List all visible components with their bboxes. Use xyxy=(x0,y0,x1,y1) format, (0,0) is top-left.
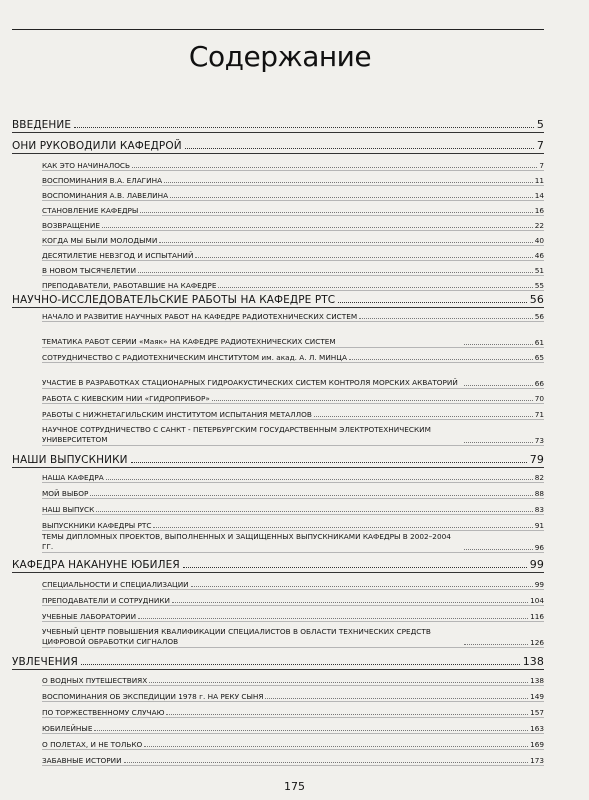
toc-entry[interactable] xyxy=(42,528,544,553)
page-ref: 5 xyxy=(536,118,544,131)
leader-dots xyxy=(138,272,533,273)
leader-dots xyxy=(172,602,528,603)
section-title: ОНИ РУКОВОДИЛИ КАФЕДРОЙ xyxy=(12,140,182,152)
page-ref: 96 xyxy=(534,543,544,552)
toc-section[interactable] xyxy=(12,136,544,152)
toc-entry[interactable] xyxy=(42,405,544,420)
toc-entry[interactable] xyxy=(42,246,544,261)
toc-entry[interactable] xyxy=(42,671,544,686)
entry-title: О ПОЛЕТАХ, И НЕ ТОЛЬКО xyxy=(42,740,143,749)
entry-title: КАК ЭТО НАЧИНАЛОСЬ xyxy=(42,161,131,170)
entry-title: ПО ТОРЖЕСТВЕННОМУ СЛУЧАЮ xyxy=(42,708,165,717)
leader-dots xyxy=(74,127,534,128)
toc-entry[interactable] xyxy=(42,421,544,446)
page-ref: 157 xyxy=(530,708,544,717)
page-ref: 61 xyxy=(534,338,544,347)
toc-entry[interactable] xyxy=(42,468,544,483)
toc-entry[interactable] xyxy=(42,156,544,171)
entry-title: ПРЕПОДАВАТЕЛИ, РАБОТАВШИЕ НА КАФЕДРЕ xyxy=(42,281,217,290)
section-title: КАФЕДРА НАКАНУНЕ ЮБИЛЕЯ xyxy=(12,559,180,571)
leader-dots xyxy=(338,302,527,303)
page-ref: 14 xyxy=(534,191,544,200)
leader-dots xyxy=(140,212,532,213)
toc-section[interactable] xyxy=(12,450,544,466)
page-ref: 149 xyxy=(530,692,544,701)
section-rule xyxy=(12,132,544,133)
section-rule xyxy=(12,669,544,670)
section-rule xyxy=(12,153,544,154)
entry-title: ПРЕПОДАВАТЕЛИ И СОТРУДНИКИ xyxy=(42,596,170,605)
page-ref: 83 xyxy=(534,505,544,514)
page-ref: 40 xyxy=(534,236,544,245)
page-ref: 7 xyxy=(539,161,544,170)
entry-title: РАБОТА С КИЕВСКИМ НИИ «ГИДРОПРИБОР» xyxy=(42,394,210,403)
entry-title: КОГДА МЫ БЫЛИ МОЛОДЫМИ xyxy=(42,236,158,245)
leader-dots xyxy=(144,746,528,747)
page-ref: 138 xyxy=(530,676,544,685)
page-ref: 99 xyxy=(534,580,544,589)
toc-entry[interactable] xyxy=(42,216,544,231)
entry-title: ВОСПОМИНАНИЯ А.В. ЛАВЕЛИНА xyxy=(42,191,169,200)
leader-dots xyxy=(265,698,528,699)
toc-entry[interactable] xyxy=(42,719,544,734)
page-ref: 91 xyxy=(534,521,544,530)
section-title: УВЛЕЧЕНИЯ xyxy=(12,656,78,668)
entry-title: НАУЧНОЕ СОТРУДНИЧЕСТВО С САНКТ - ПЕТЕРБУРГСКИМ ГОСУДАРСТВЕННЫМ ЭЛЕКТРОТЕХНИЧЕСКИМ УНИВЕРСИТЕТОМ xyxy=(42,425,431,444)
entry-title: НАШ ВЫПУСК xyxy=(42,505,95,514)
leader-dots xyxy=(132,167,537,168)
leader-dots xyxy=(124,762,528,763)
leader-dots xyxy=(170,197,533,198)
toc-section[interactable] xyxy=(12,115,544,131)
entry-title: СТАНОВЛЕНИЕ КАФЕДРЫ xyxy=(42,206,139,215)
toc-entry[interactable] xyxy=(42,623,544,648)
leader-dots xyxy=(195,257,532,258)
leader-dots xyxy=(106,479,533,480)
toc-entry[interactable] xyxy=(42,687,544,702)
page-ref: 138 xyxy=(522,655,544,668)
toc-entry[interactable] xyxy=(42,751,544,766)
toc-entry[interactable] xyxy=(42,307,544,322)
leader-dots xyxy=(131,462,527,463)
leader-dots xyxy=(149,682,528,683)
entry-title: РАБОТЫ С НИЖНЕТАГИЛЬСКИМ ИНСТИТУТОМ ИСПЫТАНИЯ МЕТАЛЛОВ xyxy=(42,410,312,419)
leader-dots xyxy=(94,730,528,731)
leader-dots xyxy=(464,442,533,443)
leader-dots xyxy=(359,318,533,319)
page-ref: 55 xyxy=(534,281,544,290)
page-ref: 116 xyxy=(530,612,544,621)
page-ref: 65 xyxy=(534,353,544,362)
page-ref: 16 xyxy=(534,206,544,215)
toc-entry[interactable] xyxy=(42,484,544,499)
toc-entry[interactable] xyxy=(42,186,544,201)
leader-dots xyxy=(464,549,533,550)
entry-title: НАЧАЛО И РАЗВИТИЕ НАУЧНЫХ РАБОТ НА КАФЕДРЕ РАДИОТЕХНИЧЕСКИХ СИСТЕМ xyxy=(42,312,358,321)
toc-entry[interactable] xyxy=(42,591,544,606)
entry-title: МОЙ ВЫБОР xyxy=(42,489,89,498)
toc-entry[interactable] xyxy=(42,703,544,718)
entry-title: ТЕМЫ ДИПЛОМНЫХ ПРОЕКТОВ, ВЫПОЛНЕННЫХ И ЗАЩИЩЕННЫХ ВЫПУСКНИКАМИ КАФЕДРЫ В 2002–2004 ГГ. xyxy=(42,532,451,551)
section-title: НАШИ ВЫПУСКНИКИ xyxy=(12,454,128,466)
leader-dots xyxy=(102,227,533,228)
toc-entry[interactable] xyxy=(42,364,544,389)
toc-entry[interactable] xyxy=(42,575,544,590)
toc-entry[interactable] xyxy=(42,323,544,348)
entry-title: УЧАСТИЕ В РАЗРАБОТКАХ СТАЦИОНАРНЫХ ГИДРОАКУСТИЧЕСКИХ СИСТЕМ КОНТРОЛЯ МОРСКИХ АКВАТОРИЙ xyxy=(42,378,458,387)
leader-dots xyxy=(81,664,520,665)
page-title: Содержание xyxy=(188,40,372,73)
page-ref: 56 xyxy=(534,312,544,321)
page-ref: 11 xyxy=(534,176,544,185)
toc-entry[interactable] xyxy=(42,735,544,750)
leader-dots xyxy=(138,618,528,619)
entry-title: ВОЗВРАЩЕНИЕ xyxy=(42,221,100,230)
page-ref: 51 xyxy=(534,266,544,275)
leader-dots xyxy=(314,416,533,417)
leader-dots xyxy=(90,495,532,496)
toc-entry[interactable] xyxy=(42,500,544,515)
page-ref: 173 xyxy=(530,756,544,765)
toc-section[interactable] xyxy=(12,555,544,571)
toc-entry[interactable] xyxy=(42,231,544,246)
leader-dots xyxy=(96,511,532,512)
page-ref: 46 xyxy=(534,251,544,260)
page-ref: 56 xyxy=(529,293,544,306)
entry-title: ТЕМАТИКА РАБОТ СЕРИИ «Маяк» НА КАФЕДРЕ РАДИОТЕХНИЧЕСКИХ СИСТЕМ xyxy=(42,337,336,346)
toc-entry[interactable] xyxy=(42,261,544,276)
page-ref: 71 xyxy=(534,410,544,419)
leader-dots xyxy=(185,148,534,149)
entry-title: ЗАБАВНЫЕ ИСТОРИИ xyxy=(42,756,122,765)
entry-title: О ВОДНЫХ ПУТЕШЕСТВИЯХ xyxy=(42,676,148,685)
entry-title: ВОСПОМИНАНИЯ В.А. ЕЛАГИНА xyxy=(42,176,163,185)
section-title: ВВЕДЕНИЕ xyxy=(12,119,72,131)
page-ref: 126 xyxy=(530,638,544,647)
leader-dots xyxy=(464,385,533,386)
leader-dots xyxy=(164,182,533,183)
entry-title: ВОСПОМИНАНИЯ ОБ ЭКСПЕДИЦИИ 1978 г. НА РЕКУ СЫНЯ xyxy=(42,692,264,701)
toc-entry[interactable] xyxy=(42,201,544,216)
page-ref: 7 xyxy=(536,139,544,152)
leader-dots xyxy=(159,242,532,243)
toc-entry[interactable] xyxy=(42,607,544,622)
page-ref: 163 xyxy=(530,724,544,733)
page-ref: 169 xyxy=(530,740,544,749)
leader-dots xyxy=(166,714,528,715)
entry-title: СОТРУДНИЧЕСТВО С РАДИОТЕХНИЧЕСКИМ ИНСТИТУТОМ им. акад. А. Л. МИНЦА xyxy=(42,353,347,362)
toc-entry[interactable] xyxy=(42,171,544,186)
toc-section[interactable] xyxy=(12,652,544,668)
toc-section[interactable] xyxy=(12,290,544,306)
section-rule xyxy=(12,572,544,573)
page-ref: 88 xyxy=(534,489,544,498)
page-ref: 82 xyxy=(534,473,544,482)
page-ref: 73 xyxy=(534,436,544,445)
toc-entry[interactable] xyxy=(42,276,544,291)
leader-dots xyxy=(349,359,533,360)
page-ref: 66 xyxy=(534,379,544,388)
page-ref: 99 xyxy=(529,558,544,571)
leader-dots xyxy=(218,287,532,288)
leader-dots xyxy=(191,586,533,587)
entry-title: В НОВОМ ТЫСЯЧЕЛЕТИИ xyxy=(42,266,137,275)
leader-dots xyxy=(183,567,527,568)
entry-title: ДЕСЯТИЛЕТИЕ НЕВЗГОД И ИСПЫТАНИЙ xyxy=(42,251,194,260)
entry-title: НАША КАФЕДРА xyxy=(42,473,104,482)
leader-dots xyxy=(464,644,528,645)
leader-dots xyxy=(464,344,533,345)
leader-dots xyxy=(212,400,533,401)
toc-entry[interactable] xyxy=(42,389,544,404)
entry-title: СПЕЦИАЛЬНОСТИ И СПЕЦИАЛИЗАЦИИ xyxy=(42,580,189,589)
page-number: 175 xyxy=(284,780,305,793)
page-ref: 70 xyxy=(534,394,544,403)
page-ref: 104 xyxy=(530,596,544,605)
entry-title: ЮБИЛЕЙНЫЕ xyxy=(42,724,93,733)
entry-title: ВЫПУСКНИКИ КАФЕДРЫ РТС xyxy=(42,521,152,530)
entry-title: УЧЕБНЫЕ ЛАБОРАТОРИИ xyxy=(42,612,137,621)
toc-entry[interactable] xyxy=(42,348,544,363)
page-ref: 79 xyxy=(529,453,544,466)
page-ref: 22 xyxy=(534,221,544,230)
section-title: НАУЧНО-ИССЛЕДОВАТЕЛЬСКИЕ РАБОТЫ НА КАФЕДРЕ РТС xyxy=(12,294,336,306)
entry-title: УЧЕБНЫЙ ЦЕНТР ПОВЫШЕНИЯ КВАЛИФИКАЦИИ СПЕЦИАЛИСТОВ В ОБЛАСТИ ТЕХНИЧЕСКИХ СРЕДСТВ ЦИФРОВОЙ ОБРАБОТКИ СИГНАЛОВ xyxy=(42,627,431,646)
